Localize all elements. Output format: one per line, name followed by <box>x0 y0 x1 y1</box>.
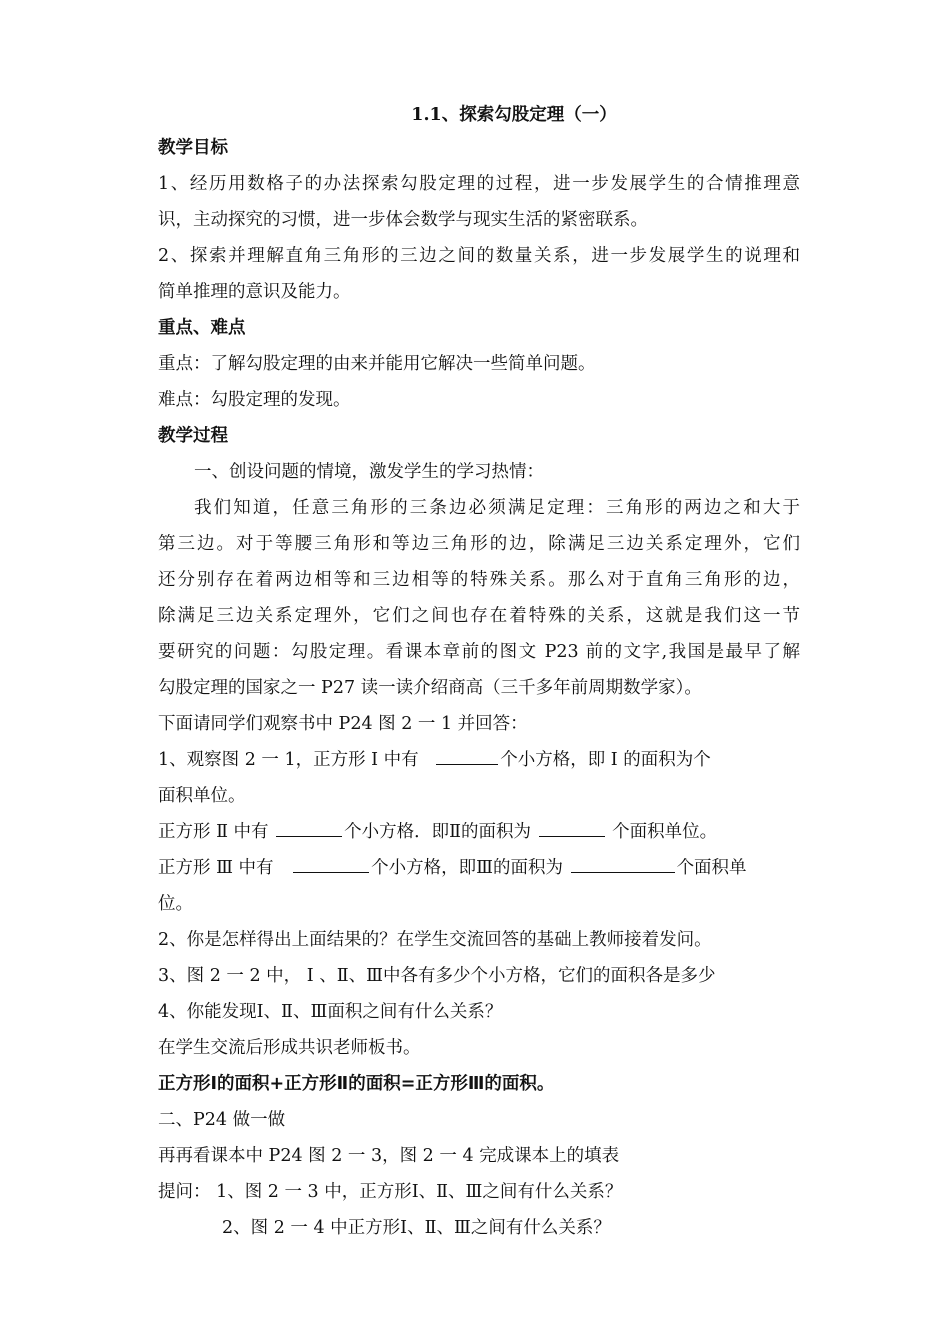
intro-paragraph-line-3: 还分别存在着两边相等和三边相等的特殊关系。那么对于直角三角形的边， <box>158 570 800 590</box>
difficulty-point: 难点：勾股定理的发现。 <box>158 390 351 410</box>
step-2-heading: 二、P24 做一做 <box>158 1110 286 1130</box>
question-3-text-b: 个小方格，即Ⅲ的面积为 <box>371 858 563 878</box>
question-2-blank-2[interactable] <box>539 814 605 837</box>
question-5: 3、图 2 一 2 中， Ⅰ 、Ⅱ、Ⅲ中各有多少个小方格，它们的面积各是多少 <box>158 966 716 986</box>
question-1-text-b: 个小方格，即 I 的面积为个 <box>500 750 711 770</box>
question-2-blank-1[interactable] <box>276 814 342 837</box>
area-formula: 正方形Ⅰ的面积+正方形Ⅱ的面积=正方形Ⅲ的面积。 <box>158 1074 555 1094</box>
goal-1-line-1: 1、经历用数格子的办法探索勾股定理的过程，进一步发展学生的合情推理意 <box>158 174 800 194</box>
question-2-text-c: 个面积单位。 <box>612 822 718 842</box>
goal-1-line-2: 识，主动探究的习惯，进一步体会数学与现实生活的紧密联系。 <box>158 210 648 230</box>
question-6: 4、你能发现Ⅰ、Ⅱ、Ⅲ面积之间有什么关系？ <box>158 1002 503 1022</box>
key-point: 重点：了解勾股定理的由来并能用它解决一些简单问题。 <box>158 354 596 374</box>
question-3-blank-1[interactable] <box>293 850 369 873</box>
question-2-text-a: 正方形 Ⅱ 中有 <box>158 822 269 842</box>
goal-2-line-2: 简单推理的意识及能力。 <box>158 282 351 302</box>
review-instruction: 再再看课本中 P24 图 2 一 3，图 2 一 4 完成课本上的填表 <box>158 1146 620 1166</box>
ask-question-1: 提问： 1、图 2 一 3 中，正方形Ⅰ、Ⅱ、Ⅲ之间有什么关系？ <box>158 1182 623 1202</box>
question-3-blank-2[interactable] <box>571 850 675 873</box>
ask-question-2: 2、图 2 一 4 中正方形Ⅰ、Ⅱ、Ⅲ之间有什么关系？ <box>222 1218 611 1238</box>
question-3-text-a: 正方形 Ⅲ 中有 <box>158 858 274 878</box>
key-points-heading: 重点、难点 <box>158 318 246 338</box>
question-3-line-1 <box>158 850 800 886</box>
question-2-text-b: 个小方格．即Ⅱ的面积为 <box>344 822 532 842</box>
intro-paragraph-line-2: 第三边。对于等腰三角形和等边三角形的边，除满足三边关系定理外，它们 <box>158 534 800 554</box>
goal-2-line-1: 2、探索并理解直角三角形的三边之间的数量关系，进一步发展学生的说理和 <box>158 246 800 266</box>
question-4: 2、你是怎样得出上面结果的？在学生交流回答的基础上教师接着发问。 <box>158 930 712 950</box>
intro-paragraph-line-4: 除满足三边关系定理外，它们之间也存在着特殊的关系，这就是我们这一节 <box>158 606 800 626</box>
intro-paragraph-line-6: 勾股定理的国家之一 P27 读一读介绍商高（三千多年前周期数学家）。 <box>158 678 702 698</box>
question-3-text-c: 个面积单 <box>676 858 747 878</box>
intro-paragraph-line-1: 我们知道，任意三角形的三条边必须满足定理：三角形的两边之和大于 <box>194 498 800 518</box>
process-heading: 教学过程 <box>158 426 228 446</box>
intro-paragraph-line-5: 要研究的问题：勾股定理。看课本章前的图文 P23 前的文字,我国是最早了解 <box>158 642 800 662</box>
observe-instruction: 下面请同学们观察书中 P24 图 2 一 1 并回答： <box>158 714 528 734</box>
question-1-text-a: 1、观察图 2 一 1，正方形 I 中有 <box>158 750 419 770</box>
question-3-line-2: 位。 <box>158 894 193 914</box>
question-1-blank[interactable] <box>436 742 498 765</box>
question-1-line-2: 面积单位。 <box>158 786 246 806</box>
goals-heading: 教学目标 <box>158 138 228 158</box>
step-1-heading: 一、创设问题的情境，激发学生的学习热情： <box>194 462 544 482</box>
document-title: 1.1、探索勾股定理（一） <box>411 105 617 125</box>
question-2-line <box>158 814 800 850</box>
question-1-line-1 <box>158 742 800 778</box>
consensus-note: 在学生交流后形成共识老师板书。 <box>158 1038 421 1058</box>
